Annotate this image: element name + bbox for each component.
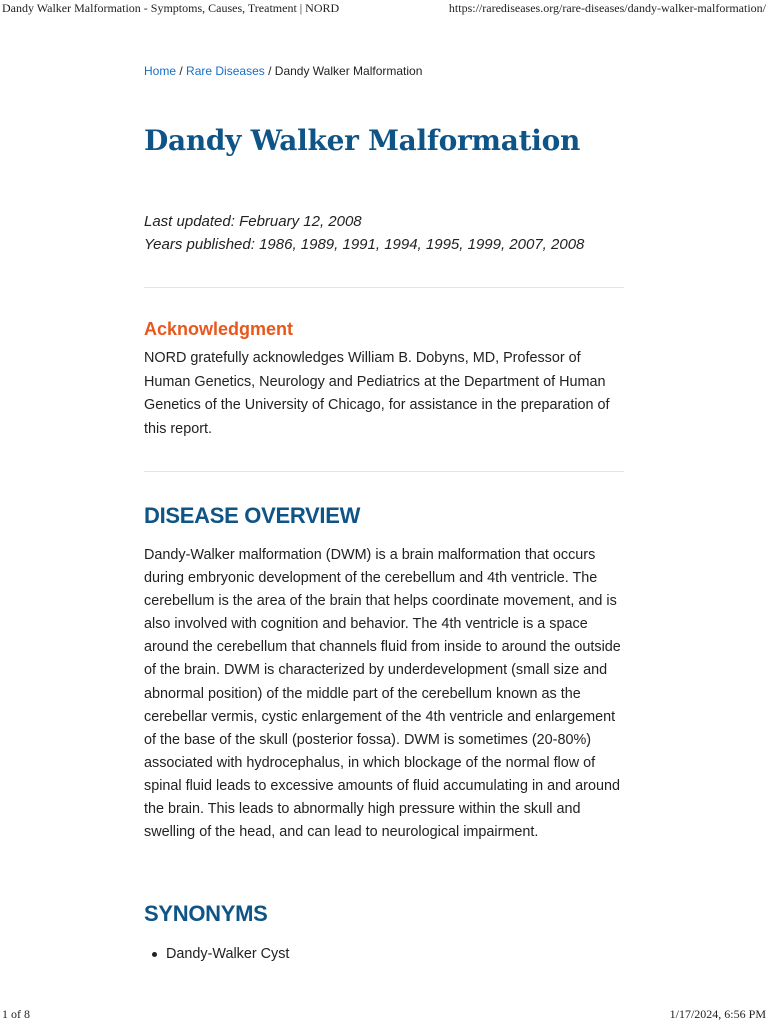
- last-updated: Last updated: February 12, 2008: [144, 213, 362, 230]
- acknowledgment-text: NORD gratefully acknowledges William B. Dobyns, MD, Professor of Human Genetics, Neurology and Pediatrics at the Department of Human Genetics of the University of Chicago, for assistance in the preparation of this report.: [144, 350, 610, 437]
- print-datetime: 1/17/2024, 6:56 PM: [669, 1007, 766, 1021]
- page-number: 1 of 8: [2, 1007, 30, 1021]
- synonym-text: Dandy-Walker Cyst: [166, 946, 290, 962]
- breadcrumb-separator: /: [179, 64, 183, 78]
- print-footer: [0, 1008, 768, 1024]
- section-divider: [144, 287, 624, 288]
- disease-overview-text: Dandy-Walker malformation (DWM) is a brain malformation that occurs during embryonic development of the cerebellum and 4th ventricle. The cerebellum is the area of the brain that helps coordinate movement, and is also involved with cognition and behavior. The 4th ventricle is a space around the cerebellum that channels fluid from inside to around the outside of the brain. DWM is characterized by underdevelopment (small size and abnormal position) of the middle part of the cerebellum known as the cerebellar vermis, cystic enlargement of the 4th ventricle and enlargement of the base of the skull (posterior fossa). DWM is sometimes (20-80%) associated with hydrocephalus, in which blockage of the normal flow of spinal fluid leads to excessive amounts of fluid accumulating in and around the brain. This leads to abnormally high pressure within the skull and swelling of the head, and can lead to neurological impairment.: [144, 547, 621, 841]
- list-item: [144, 943, 289, 966]
- breadcrumb-current: Dandy Walker Malformation: [274, 64, 423, 78]
- breadcrumb: [144, 64, 422, 78]
- years-published: Years published: 1986, 1989, 1991, 1994, 1995, 1999, 2007, 2008: [144, 236, 585, 253]
- acknowledgment-heading: Acknowledgment: [144, 319, 294, 339]
- print-header: [0, 0, 768, 16]
- synonyms-heading: SYNONYMS: [144, 901, 268, 926]
- print-page-url: https://rarediseases.org/rare-diseases/dandy-walker-malformation/: [448, 1, 766, 15]
- breadcrumb-separator: /: [268, 64, 272, 78]
- page-title: Dandy Walker Malformation: [144, 124, 581, 157]
- disease-overview-heading: DISEASE OVERVIEW: [144, 503, 361, 528]
- section-divider: [144, 471, 624, 472]
- publication-meta: [144, 210, 584, 256]
- breadcrumb-home-link[interactable]: Home: [144, 64, 177, 78]
- synonyms-list: [144, 943, 289, 966]
- print-page-title: Dandy Walker Malformation - Symptoms, Causes, Treatment | NORD: [2, 1, 340, 15]
- breadcrumb-rare-diseases-link[interactable]: Rare Diseases: [186, 64, 265, 78]
- bullet-icon: [152, 952, 157, 957]
